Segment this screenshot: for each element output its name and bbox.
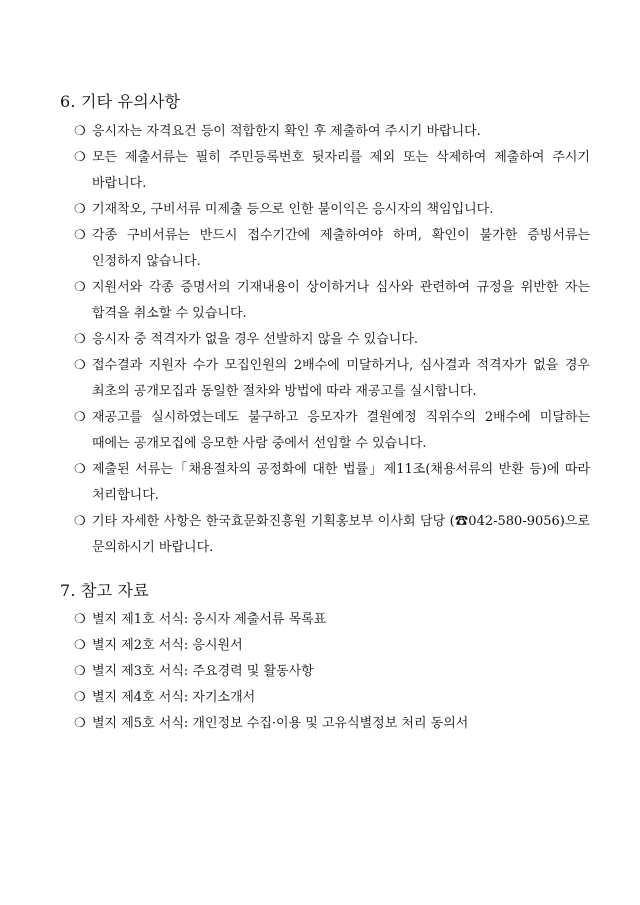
circle-bullet-icon: ❍ [74, 202, 86, 217]
list-item-text: 응시자는 자격요건 등이 적합한지 확인 후 제출하여 주시기 바랍니다. [92, 124, 481, 139]
list-item-text: 각종 구비서류는 반드시 접수기간에 제출하여야 하며, 확인이 불가한 증빙서류는 인정하지 않습니다. [92, 228, 590, 269]
circle-bullet-icon: ❍ [74, 124, 86, 139]
list-item [60, 457, 590, 509]
circle-bullet-icon: ❍ [74, 410, 86, 425]
list-item-text: 별지 제5호 서식: 개인정보 수집·이용 및 고유식별정보 처리 동의서 [92, 716, 469, 731]
circle-bullet-icon: ❍ [74, 690, 86, 705]
section-title-reference-materials: 7. 참고 자료 [60, 581, 149, 600]
list-item [60, 607, 590, 633]
list-item-text: 제출된 서류는「채용절차의 공정화에 대한 법률」제11조(채용서류의 반환 등)에 따라 처리합니다. [92, 462, 590, 503]
section-reference-materials [60, 581, 590, 737]
circle-bullet-icon: ❍ [74, 280, 86, 295]
list-item-text: 기타 자세한 사항은 한국효문화진흥원 기획홍보부 이사회 담당 (☎042-580-9056)으로 문의하시기 바랍니다. [92, 514, 590, 555]
reference-list [60, 607, 590, 737]
list-item-text: 기재착오, 구비서류 미제출 등으로 인한 불이익은 응시자의 책임입니다. [92, 202, 494, 217]
circle-bullet-icon: ❍ [74, 514, 86, 529]
list-item [60, 405, 590, 457]
list-item [60, 509, 590, 561]
list-item-text: 접수결과 지원자 수가 모집인원의 2배수에 미달하거나, 심사결과 적격자가 없을 경우 최초의 공개모집과 동일한 절차와 방법에 따라 재공고를 실시합니다. [92, 358, 590, 399]
list-item [60, 145, 590, 197]
circle-bullet-icon: ❍ [74, 358, 86, 373]
section-title-other-notes: 6. 기타 유의사항 [60, 92, 181, 111]
list-item [60, 327, 590, 353]
list-item [60, 353, 590, 405]
list-item-text: 모든 제출서류는 필히 주민등록번호 뒷자리를 제외 또는 삭제하여 제출하여 주시기 바랍니다. [92, 150, 590, 191]
circle-bullet-icon: ❍ [74, 638, 86, 653]
circle-bullet-icon: ❍ [74, 462, 86, 477]
list-item [60, 633, 590, 659]
list-item [60, 223, 590, 275]
list-item-text: 별지 제2호 서식: 응시원서 [92, 638, 243, 653]
circle-bullet-icon: ❍ [74, 716, 86, 731]
circle-bullet-icon: ❍ [74, 150, 86, 165]
list-item [60, 659, 590, 685]
circle-bullet-icon: ❍ [74, 332, 86, 347]
notes-list [60, 119, 590, 561]
list-item-text: 지원서와 각종 증명서의 기재내용이 상이하거나 심사와 관련하여 규정을 위반한 자는 합격을 취소할 수 있습니다. [92, 280, 590, 321]
list-item-text: 별지 제1호 서식: 응시자 제출서류 목록표 [92, 612, 327, 627]
list-item-text: 별지 제4호 서식: 자기소개서 [92, 690, 256, 705]
circle-bullet-icon: ❍ [74, 612, 86, 627]
list-item [60, 119, 590, 145]
list-item [60, 711, 590, 737]
list-item [60, 197, 590, 223]
list-item [60, 275, 590, 327]
list-item-text: 별지 제3호 서식: 주요경력 및 활동사항 [92, 664, 314, 679]
list-item-text: 재공고를 실시하였는데도 불구하고 응모자가 결원예정 직위수의 2배수에 미달하는 때에는 공개모집에 응모한 사람 중에서 선임할 수 있습니다. [92, 410, 590, 451]
list-item [60, 685, 590, 711]
section-other-notes [60, 92, 590, 561]
circle-bullet-icon: ❍ [74, 228, 86, 243]
list-item-text: 응시자 중 적격자가 없을 경우 선발하지 않을 수 있습니다. [92, 332, 419, 347]
circle-bullet-icon: ❍ [74, 664, 86, 679]
